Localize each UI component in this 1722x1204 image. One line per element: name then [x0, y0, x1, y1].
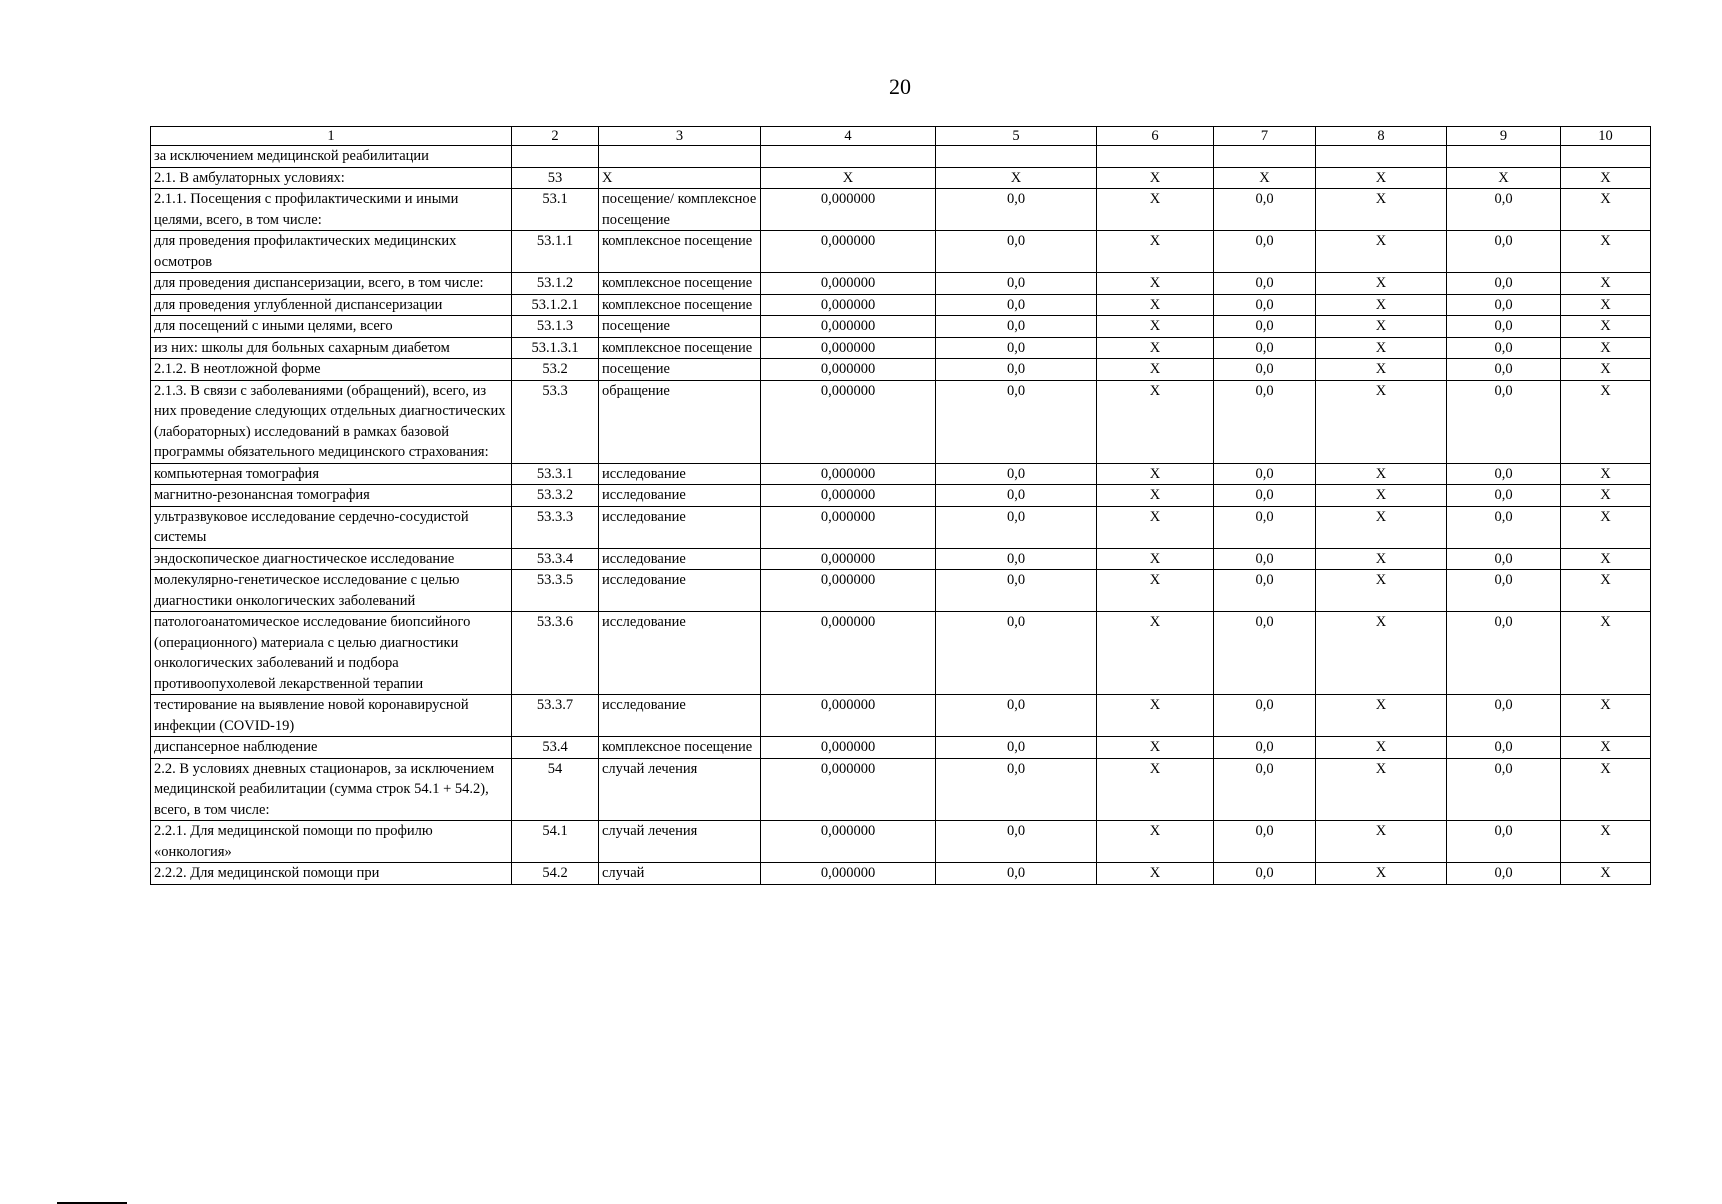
table-cell: X — [1097, 273, 1214, 295]
table-cell: X — [1097, 863, 1214, 885]
table-cell: 0,0 — [1214, 548, 1316, 570]
page-number: 20 — [889, 74, 911, 99]
table-cell: 0,0 — [936, 758, 1097, 821]
table-cell: X — [1561, 485, 1651, 507]
table-cell: случай — [599, 863, 761, 885]
table-cell: 0,000000 — [761, 863, 936, 885]
table-cell: X — [1316, 695, 1447, 737]
table-cell: 53.3.4 — [512, 548, 599, 570]
table-cell: 0,000000 — [761, 548, 936, 570]
table-cell: 0,0 — [1214, 359, 1316, 381]
table-cell: молекулярно-генетическое исследование с целью диагностики онкологических заболеваний — [151, 570, 512, 612]
table-cell: 0,0 — [936, 359, 1097, 381]
table-cell: X — [599, 167, 761, 189]
table-cell: 0,0 — [936, 231, 1097, 273]
table-cell: 53.3.5 — [512, 570, 599, 612]
table-cell: комплексное посещение — [599, 231, 761, 273]
table-cell: X — [1316, 612, 1447, 695]
table-cell: X — [1097, 380, 1214, 463]
table-cell — [512, 146, 599, 168]
table-cell: 0,000000 — [761, 506, 936, 548]
table-cell: 0,0 — [936, 189, 1097, 231]
table-cell: 0,000000 — [761, 463, 936, 485]
table-cell: X — [1561, 189, 1651, 231]
table-row — [151, 737, 1651, 759]
table-cell: 0,0 — [1214, 570, 1316, 612]
table-cell: 0,0 — [936, 612, 1097, 695]
table-cell: X — [1097, 485, 1214, 507]
table-cell: 53.1 — [512, 189, 599, 231]
table-cell: 54.2 — [512, 863, 599, 885]
column-header: 9 — [1447, 127, 1561, 146]
table-cell: 0,000000 — [761, 612, 936, 695]
table-cell: 0,000000 — [761, 737, 936, 759]
table-cell: 0,0 — [936, 463, 1097, 485]
table-cell: 53.2 — [512, 359, 599, 381]
table-cell: 0,0 — [936, 821, 1097, 863]
table-cell: 54.1 — [512, 821, 599, 863]
table-cell: посещение/ комплексное посещение — [599, 189, 761, 231]
table-cell: 0,0 — [1447, 231, 1561, 273]
table-cell: 0,0 — [1447, 294, 1561, 316]
table-row — [151, 821, 1651, 863]
table-cell: X — [1561, 316, 1651, 338]
table-cell: 0,0 — [1214, 863, 1316, 885]
table-cell: 53.3.3 — [512, 506, 599, 548]
table-cell: X — [1097, 231, 1214, 273]
table-cell: исследование — [599, 485, 761, 507]
table-cell: 0,0 — [936, 695, 1097, 737]
table-cell: X — [1561, 548, 1651, 570]
table-cell: 0,0 — [1447, 189, 1561, 231]
table-cell: 0,0 — [1214, 737, 1316, 759]
table-cell: X — [1316, 548, 1447, 570]
table-cell: 0,000000 — [761, 758, 936, 821]
table-cell: X — [1316, 316, 1447, 338]
table-cell: X — [1097, 189, 1214, 231]
table-cell: 0,0 — [1447, 821, 1561, 863]
table-cell: 2.2.1. Для медицинской помощи по профилю «онкология» — [151, 821, 512, 863]
table-cell: ультразвуковое исследование сердечно-сосудистой системы — [151, 506, 512, 548]
table-cell: X — [1561, 294, 1651, 316]
table-cell — [1097, 146, 1214, 168]
table-cell: X — [1561, 737, 1651, 759]
table-cell: комплексное посещение — [599, 737, 761, 759]
table-cell: X — [936, 167, 1097, 189]
table-cell: X — [1316, 189, 1447, 231]
table-cell: X — [1561, 337, 1651, 359]
table-cell: диспансерное наблюдение — [151, 737, 512, 759]
table-cell — [1214, 146, 1316, 168]
table-cell: 0,0 — [936, 273, 1097, 295]
table-cell: комплексное посещение — [599, 273, 761, 295]
table-cell: 0,0 — [1447, 380, 1561, 463]
table-cell: X — [1097, 758, 1214, 821]
table-row — [151, 463, 1651, 485]
table-cell: 2.1. В амбулаторных условиях: — [151, 167, 512, 189]
table-cell: 0,0 — [1214, 316, 1316, 338]
table-row — [151, 359, 1651, 381]
table-cell: X — [1561, 695, 1651, 737]
column-header: 8 — [1316, 127, 1447, 146]
table-cell: 0,0 — [1447, 570, 1561, 612]
table-cell: 0,000000 — [761, 821, 936, 863]
table-cell: патологоанатомическое исследование биопсийного (операционного) материала с целью диагностики онкологических заболеваний и подбора противоопухолевой лекарственной терапии — [151, 612, 512, 695]
table-cell: X — [1097, 506, 1214, 548]
table-cell: 0,000000 — [761, 485, 936, 507]
column-header: 10 — [1561, 127, 1651, 146]
table-cell: 0,0 — [1447, 758, 1561, 821]
table-cell: 0,0 — [1447, 316, 1561, 338]
table-cell: 54 — [512, 758, 599, 821]
table-cell: 0,0 — [936, 337, 1097, 359]
table-row — [151, 548, 1651, 570]
table-cell: 0,0 — [1214, 380, 1316, 463]
table-cell: 0,000000 — [761, 273, 936, 295]
table-cell: X — [1561, 506, 1651, 548]
table-cell: X — [1097, 570, 1214, 612]
table-cell: 0,0 — [1447, 737, 1561, 759]
table-cell: 0,0 — [936, 485, 1097, 507]
table-cell: X — [1561, 231, 1651, 273]
table-cell: случай лечения — [599, 758, 761, 821]
table-header-row — [151, 127, 1651, 146]
table-cell: 53.3.7 — [512, 695, 599, 737]
table-cell: обращение — [599, 380, 761, 463]
table-cell: X — [1561, 380, 1651, 463]
table-cell: 53.1.1 — [512, 231, 599, 273]
table-cell: для посещений с иными целями, всего — [151, 316, 512, 338]
table-cell: X — [1097, 167, 1214, 189]
table-cell: X — [1316, 737, 1447, 759]
table-cell: исследование — [599, 570, 761, 612]
table-cell: 0,0 — [936, 294, 1097, 316]
table-cell: X — [1561, 821, 1651, 863]
table-cell: X — [1214, 167, 1316, 189]
table-cell: X — [1097, 612, 1214, 695]
table-cell: 2.1.1. Посещения с профилактическими и иными целями, всего, в том числе: — [151, 189, 512, 231]
table-cell: 2.2.2. Для медицинской помощи при — [151, 863, 512, 885]
table-cell: 0,0 — [1447, 612, 1561, 695]
table-row — [151, 231, 1651, 273]
table-cell: 0,0 — [1447, 485, 1561, 507]
table-cell: 0,0 — [936, 570, 1097, 612]
table-cell: 0,0 — [1214, 189, 1316, 231]
table-cell: исследование — [599, 506, 761, 548]
table-cell: компьютерная томография — [151, 463, 512, 485]
table-cell: для проведения профилактических медицинских осмотров — [151, 231, 512, 273]
table-cell: X — [1097, 737, 1214, 759]
table-cell: X — [1097, 821, 1214, 863]
table-cell — [761, 146, 936, 168]
table-cell: 0,0 — [1447, 863, 1561, 885]
table-row — [151, 316, 1651, 338]
table-cell: X — [1097, 695, 1214, 737]
table-row — [151, 294, 1651, 316]
table-cell: X — [1316, 485, 1447, 507]
table-cell: X — [1316, 863, 1447, 885]
table-cell: X — [1316, 380, 1447, 463]
table-row — [151, 273, 1651, 295]
table-cell: 53.3.6 — [512, 612, 599, 695]
table-cell: 0,000000 — [761, 189, 936, 231]
table-cell: 0,0 — [936, 737, 1097, 759]
table-cell: 0,000000 — [761, 359, 936, 381]
table-cell: исследование — [599, 695, 761, 737]
table-cell: 0,0 — [1214, 231, 1316, 273]
table-cell: X — [1316, 337, 1447, 359]
table-cell: 0,000000 — [761, 316, 936, 338]
table-cell: 0,0 — [1214, 758, 1316, 821]
table-cell: 0,0 — [1214, 821, 1316, 863]
table-cell: 0,0 — [936, 316, 1097, 338]
table-cell: X — [761, 167, 936, 189]
table-cell: 0,0 — [1214, 337, 1316, 359]
table-cell: X — [1316, 167, 1447, 189]
table-cell: X — [1561, 273, 1651, 295]
table-cell: 0,0 — [936, 380, 1097, 463]
table-cell: 0,0 — [1447, 359, 1561, 381]
table-cell: X — [1097, 359, 1214, 381]
table-cell: комплексное посещение — [599, 337, 761, 359]
table-cell: X — [1316, 821, 1447, 863]
table-cell: 0,000000 — [761, 231, 936, 273]
table-cell: комплексное посещение — [599, 294, 761, 316]
table-cell: 0,0 — [1214, 485, 1316, 507]
table-cell: 0,000000 — [761, 380, 936, 463]
table-cell: 0,000000 — [761, 570, 936, 612]
table-row — [151, 485, 1651, 507]
table-cell: из них: школы для больных сахарным диабетом — [151, 337, 512, 359]
table-cell: 53.1.3 — [512, 316, 599, 338]
table-cell: X — [1561, 863, 1651, 885]
table-cell: X — [1316, 506, 1447, 548]
table-cell: X — [1097, 294, 1214, 316]
column-header: 4 — [761, 127, 936, 146]
table-cell: посещение — [599, 316, 761, 338]
table-row — [151, 612, 1651, 695]
table-cell: X — [1097, 548, 1214, 570]
table-row — [151, 695, 1651, 737]
table-cell: 0,000000 — [761, 695, 936, 737]
table-cell: 0,0 — [1214, 273, 1316, 295]
table-cell: тестирование на выявление новой коронавирусной инфекции (COVID-19) — [151, 695, 512, 737]
table-cell: 2.1.3. В связи с заболеваниями (обращений), всего, из них проведение следующих отдельных диагностических (лабораторных) исследований в рамках базовой программы обязательного медицинского страхования: — [151, 380, 512, 463]
table-cell: 0,000000 — [761, 337, 936, 359]
table-cell: 53.3.1 — [512, 463, 599, 485]
table-cell: 53.1.2.1 — [512, 294, 599, 316]
table-cell: 53.1.2 — [512, 273, 599, 295]
table-cell: исследование — [599, 612, 761, 695]
table-cell: 0,0 — [1214, 612, 1316, 695]
table-cell: X — [1316, 273, 1447, 295]
table-cell — [599, 146, 761, 168]
column-header: 5 — [936, 127, 1097, 146]
table-cell: X — [1316, 294, 1447, 316]
table-cell: 0,000000 — [761, 294, 936, 316]
table-cell: магнитно-резонансная томография — [151, 485, 512, 507]
table-cell: для проведения диспансеризации, всего, в том числе: — [151, 273, 512, 295]
table-cell: 0,0 — [1447, 695, 1561, 737]
table-row — [151, 570, 1651, 612]
table-cell: 53.1.3.1 — [512, 337, 599, 359]
table-cell: 0,0 — [1214, 695, 1316, 737]
table-row — [151, 189, 1651, 231]
table-row — [151, 758, 1651, 821]
table-cell: 2.1.2. В неотложной форме — [151, 359, 512, 381]
table-cell: 0,0 — [1214, 294, 1316, 316]
table-cell: 0,0 — [936, 548, 1097, 570]
table-cell: исследование — [599, 463, 761, 485]
table-cell: 0,0 — [1447, 337, 1561, 359]
table-cell: исследование — [599, 548, 761, 570]
table-cell: X — [1316, 359, 1447, 381]
column-header: 1 — [151, 127, 512, 146]
table-cell: 0,0 — [1214, 463, 1316, 485]
table-cell: 0,0 — [936, 863, 1097, 885]
table-cell: посещение — [599, 359, 761, 381]
data-table — [150, 126, 1651, 885]
table-cell: эндоскопическое диагностическое исследование — [151, 548, 512, 570]
table-row — [151, 167, 1651, 189]
table-row — [151, 146, 1651, 168]
table-cell: X — [1561, 758, 1651, 821]
table-cell: 0,0 — [936, 506, 1097, 548]
table-cell: за исключением медицинской реабилитации — [151, 146, 512, 168]
table-cell: 53.4 — [512, 737, 599, 759]
table-cell: X — [1097, 463, 1214, 485]
table-row — [151, 337, 1651, 359]
table-cell — [936, 146, 1097, 168]
table-cell: X — [1097, 337, 1214, 359]
column-header: 2 — [512, 127, 599, 146]
table-cell: случай лечения — [599, 821, 761, 863]
table-cell: 53 — [512, 167, 599, 189]
table-cell: 0,0 — [1447, 548, 1561, 570]
table-cell: 0,0 — [1447, 506, 1561, 548]
table-row — [151, 506, 1651, 548]
table-cell — [1561, 146, 1651, 168]
table-cell: X — [1561, 612, 1651, 695]
table-cell: X — [1316, 463, 1447, 485]
table-cell: X — [1316, 570, 1447, 612]
table-cell: для проведения углубленной диспансеризации — [151, 294, 512, 316]
table-cell — [1316, 146, 1447, 168]
table-cell: 53.3.2 — [512, 485, 599, 507]
table-cell: 53.3 — [512, 380, 599, 463]
table-row — [151, 863, 1651, 885]
table-cell: 0,0 — [1447, 463, 1561, 485]
table-cell: X — [1316, 231, 1447, 273]
column-header: 6 — [1097, 127, 1214, 146]
column-header: 7 — [1214, 127, 1316, 146]
table-cell — [1447, 146, 1561, 168]
table-cell: X — [1447, 167, 1561, 189]
table-cell: 0,0 — [1447, 273, 1561, 295]
table-cell: X — [1316, 758, 1447, 821]
table-cell: 2.2. В условиях дневных стационаров, за исключением медицинской реабилитации (сумма строк 54.1 + 54.2), всего, в том числе: — [151, 758, 512, 821]
table-cell: X — [1561, 167, 1651, 189]
table-cell: 0,0 — [1214, 506, 1316, 548]
table-cell: X — [1561, 570, 1651, 612]
table-cell: X — [1097, 316, 1214, 338]
table-cell: X — [1561, 463, 1651, 485]
table-row — [151, 380, 1651, 463]
column-header: 3 — [599, 127, 761, 146]
table-cell: X — [1561, 359, 1651, 381]
